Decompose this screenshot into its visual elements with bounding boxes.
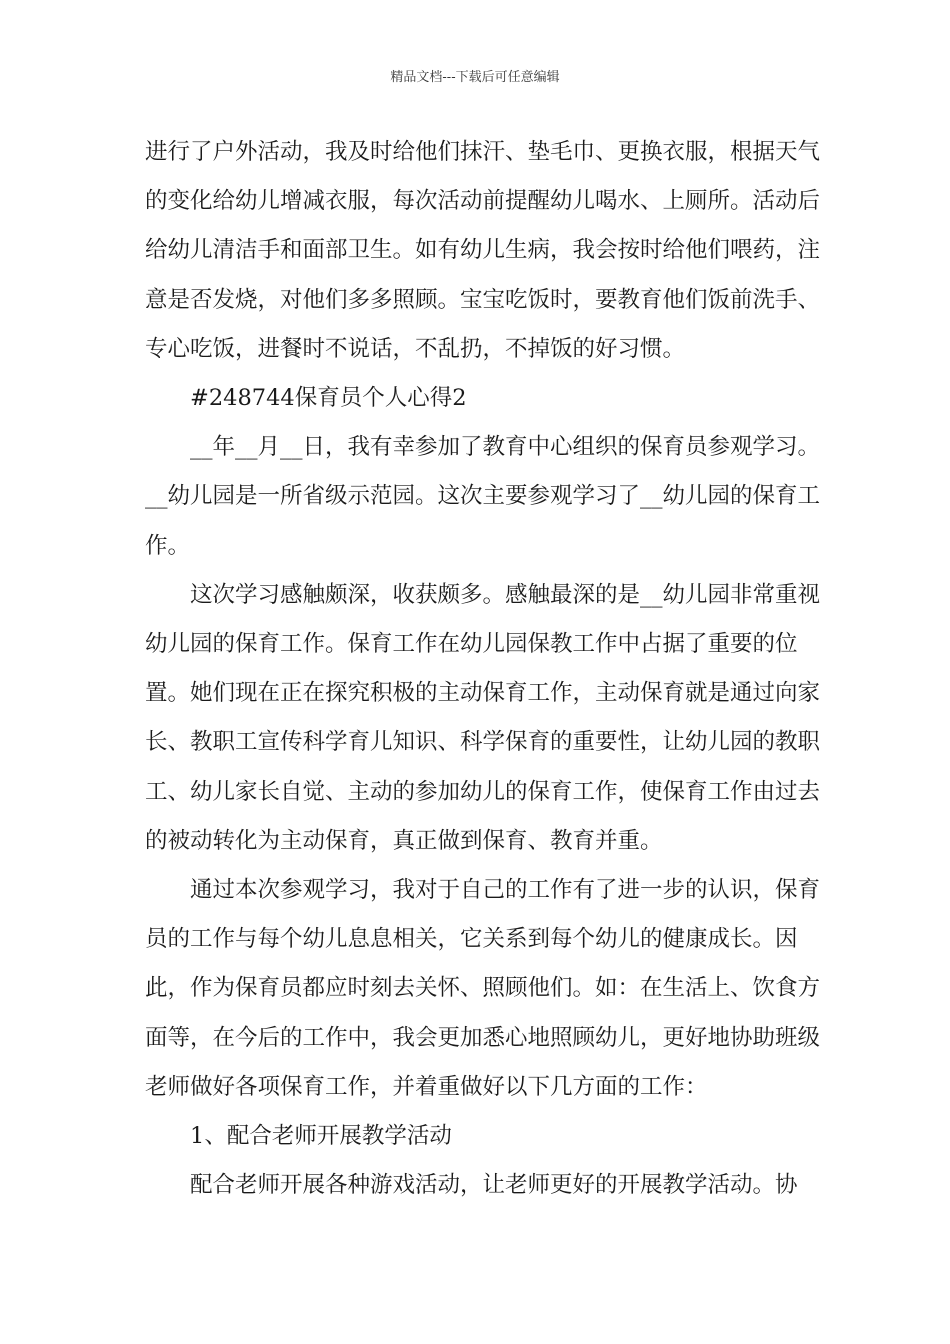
subheading-item-1: 1、配合老师开展教学活动 (190, 1123, 452, 1150)
paragraph-impressions: 这次学习感触颇深，收获颇多。感触最深的是__幼儿园非常重视幼儿园的保育工作。保育工作在幼儿园保教工作中占据了重要的位置。她们现在正在探究积极的主动保育工作，主动保育就是通过向家长、教职工宣传科学育儿知识、科学保育的重要性，让幼儿园的教职工、幼儿家长自觉、主动的参加幼儿的保育工作，使保育工作由过去的被动转化为主动保育，真正做到保育、教育并重。 (145, 581, 821, 854)
paragraph-reflection: 通过本次参观学习，我对于自己的工作有了进一步的认识，保育员的工作与每个幼儿息息相关，它关系到每个幼儿的健康成长。因此，作为保育员都应时刻去关怀、照顾他们。如：在生活上、饮食方面等，在今后的工作中，我会更加悉心地照顾幼儿，更好地协助班级老师做好各项保育工作，并着重做好以下几方面的工作： (145, 877, 821, 1100)
document-body (145, 128, 825, 1210)
section-heading: #248744保育员个人心得2 (190, 385, 467, 412)
paragraph-item-1: 配合老师开展各种游戏活动，让老师更好的开展教学活动。协 (190, 1172, 798, 1199)
paragraph-care-continued: 进行了户外活动，我及时给他们抹汗、垫毛巾、更换衣服，根据天气的变化给幼儿增减衣服，每次活动前提醒幼儿喝水、上厕所。活动后给幼儿清洁手和面部卫生。如有幼儿生病，我会按时给他们喂药，注意是否发烧，对他们多多照顾。宝宝吃饭时，要教育他们饭前洗手、专心吃饭，进餐时不说话，不乱扔，不掉饭的好习惯。 (145, 139, 821, 362)
paragraph-visit-intro: __年__月__日，我有幸参加了教育中心组织的保育员参观学习。__幼儿园是一所省级示范园。这次主要参观学习了__幼儿园的保育工作。 (145, 434, 821, 559)
page-header: 精品文档---下载后可任意编辑 (390, 70, 560, 85)
